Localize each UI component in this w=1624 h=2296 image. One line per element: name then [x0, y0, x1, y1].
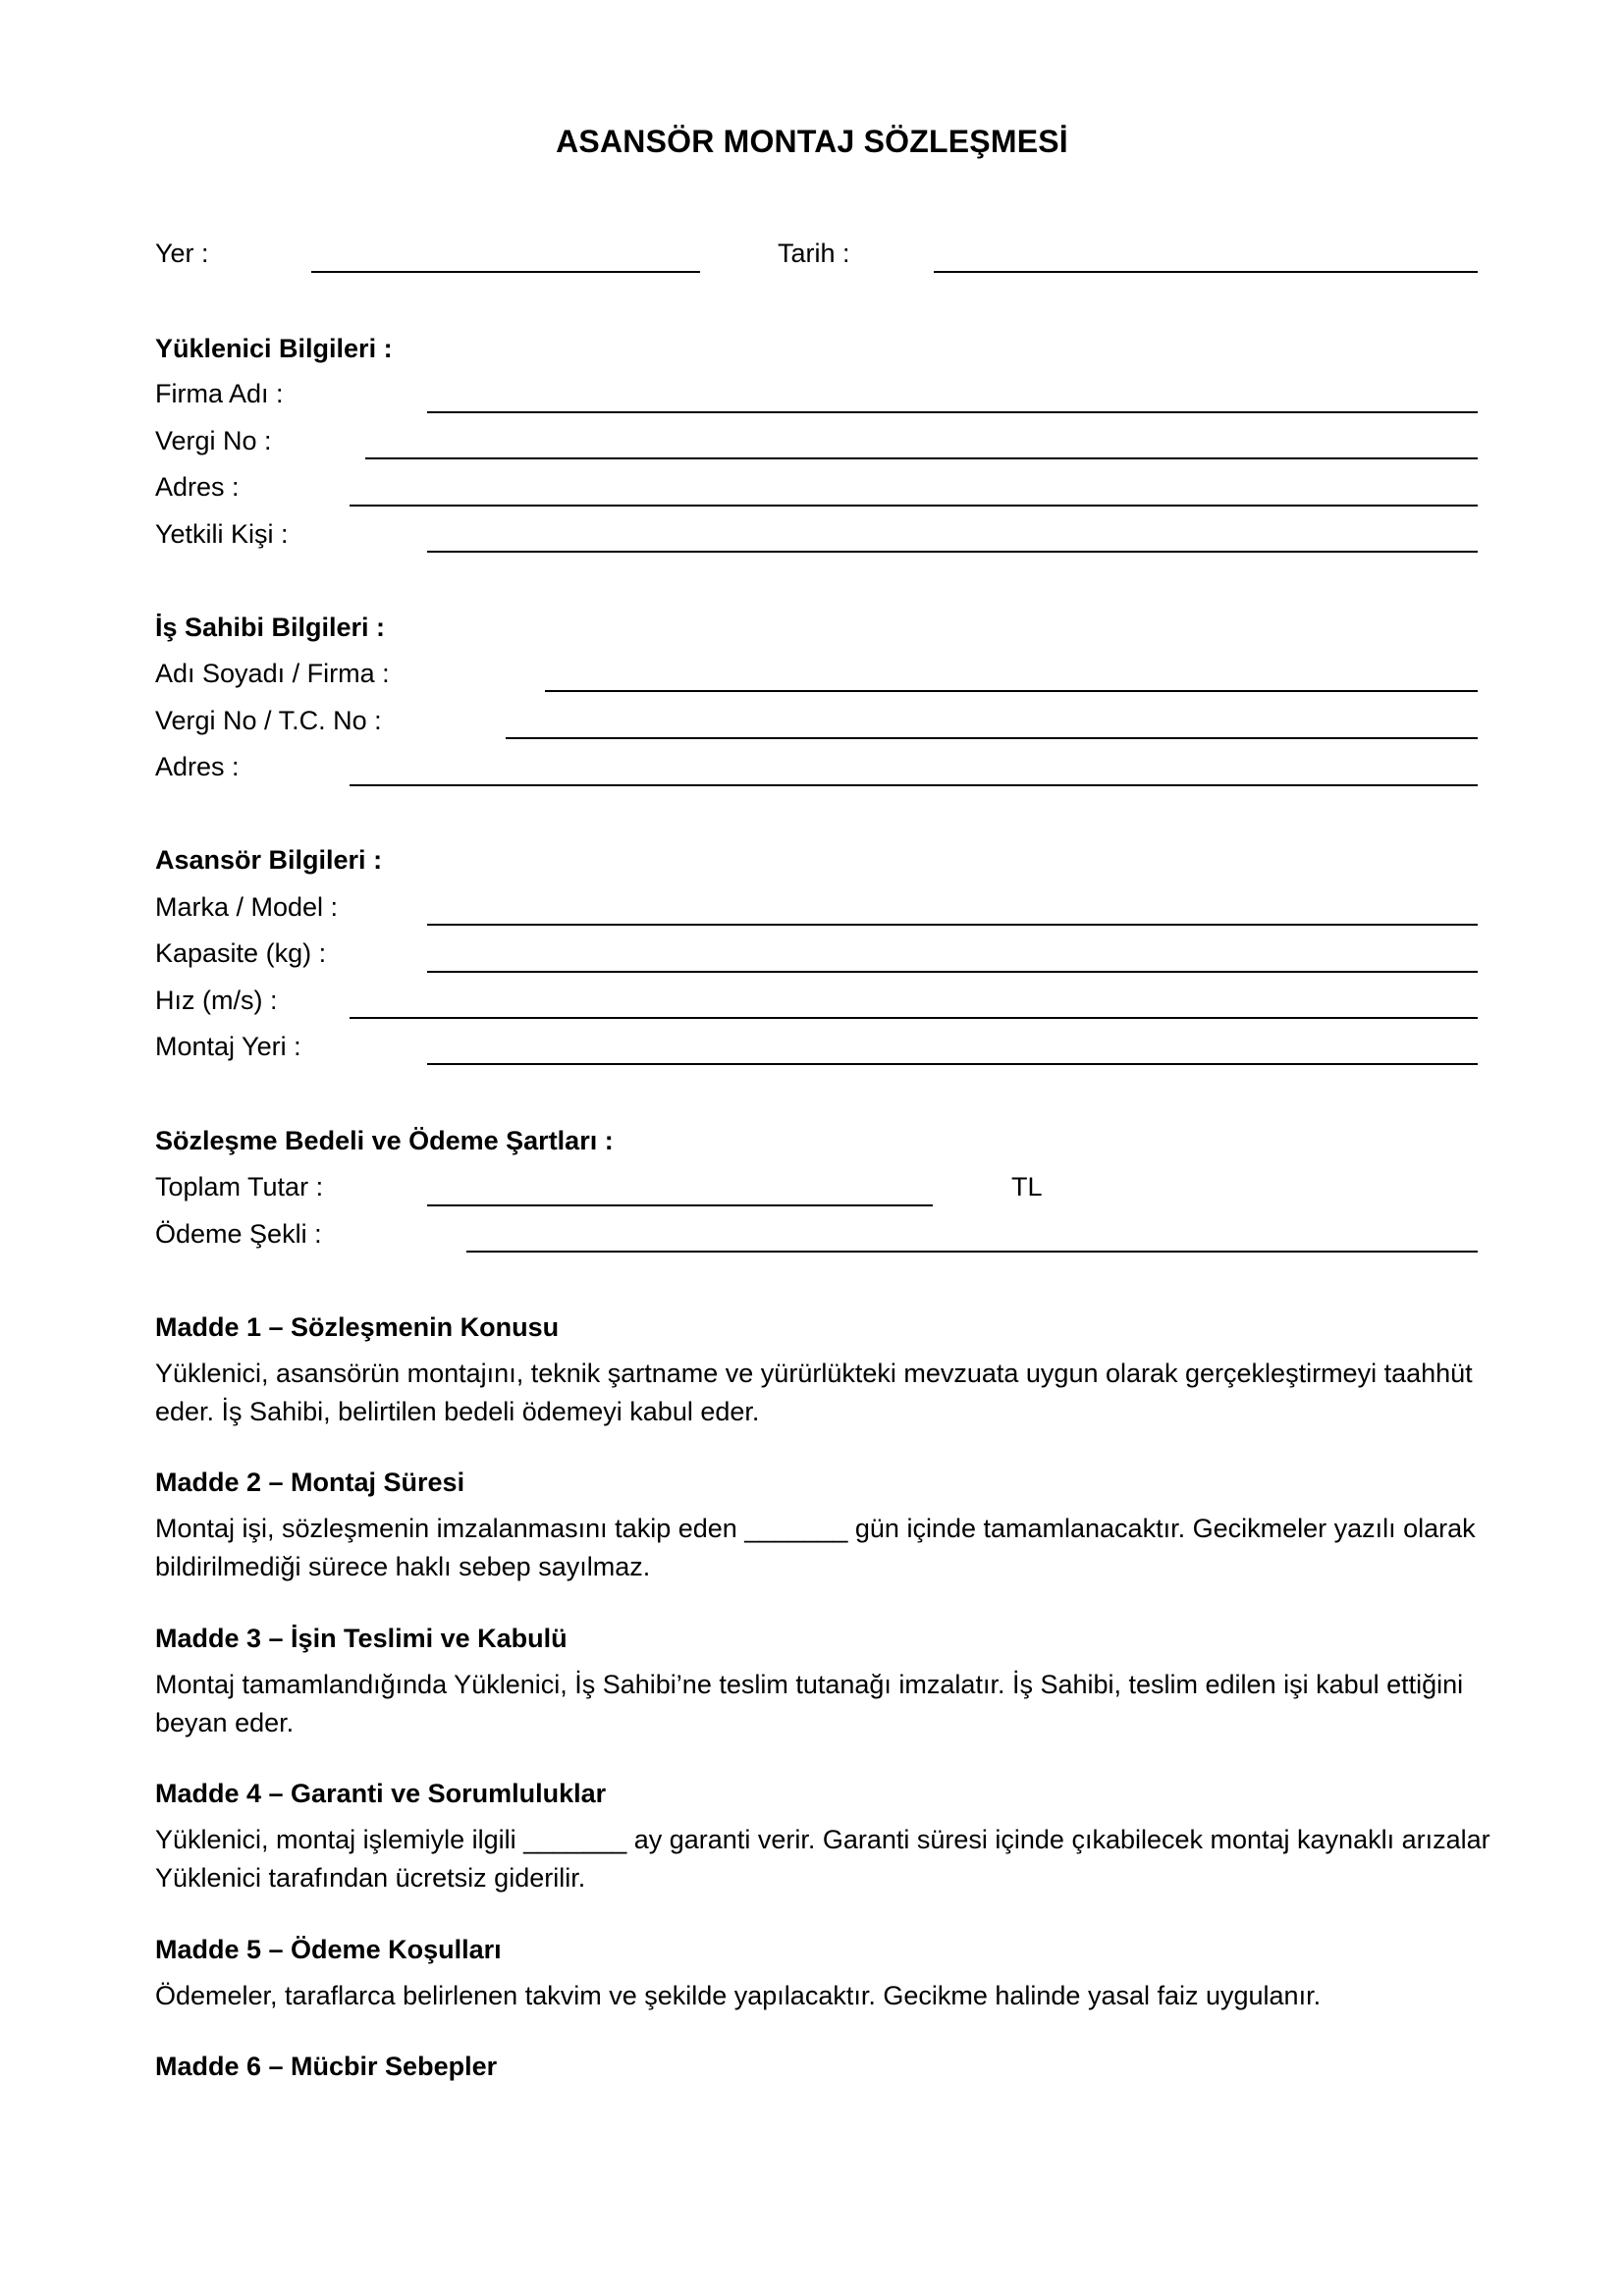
- madde-5-title: Madde 5 – Ödeme Koşulları: [155, 1935, 502, 1964]
- odeme-sekli-field[interactable]: [466, 1251, 1478, 1253]
- kapasite-label: Kapasite (kg) :: [155, 938, 327, 968]
- madde-3-text: Montaj tamamlandığında Yüklenici, İş Sahibi’ne teslim tutanağı imzalatır. İş Sahibi, teslim edilen işi kabul ettiğini beyan eder.: [155, 1670, 1464, 1737]
- madde-4-title: Madde 4 – Garanti ve Sorumluluklar: [155, 1779, 607, 1808]
- yer-field[interactable]: [311, 271, 700, 273]
- madde-3-title: Madde 3 – İşin Teslimi ve Kabulü: [155, 1624, 568, 1653]
- madde-2-title: Madde 2 – Montaj Süresi: [155, 1468, 465, 1497]
- toplam-tutar-field[interactable]: [427, 1204, 933, 1206]
- odeme-sekli-label: Ödeme Şekli :: [155, 1219, 322, 1249]
- marka-model-field[interactable]: [427, 924, 1478, 926]
- is-sahibi-heading: İş Sahibi Bilgileri :: [155, 613, 386, 642]
- firma-adi-field[interactable]: [427, 411, 1478, 413]
- asansor-heading: Asansör Bilgileri :: [155, 845, 383, 875]
- yetkili-kisi-field[interactable]: [427, 551, 1478, 553]
- montaj-yeri-label: Montaj Yeri :: [155, 1032, 301, 1061]
- firma-adi-label: Firma Adı :: [155, 379, 284, 408]
- vergi-tc-field[interactable]: [506, 737, 1478, 739]
- tarih-label: Tarih :: [778, 239, 850, 268]
- tarih-field[interactable]: [934, 271, 1478, 273]
- toplam-tutar-label: Toplam Tutar :: [155, 1172, 324, 1201]
- yer-label: Yer :: [155, 239, 209, 268]
- madde-1-title: Madde 1 – Sözleşmenin Konusu: [155, 1312, 560, 1342]
- yuklenici-vergi-no-field[interactable]: [365, 457, 1478, 459]
- vergi-tc-label: Vergi No / T.C. No :: [155, 706, 382, 735]
- montaj-yeri-field[interactable]: [427, 1063, 1478, 1065]
- madde-6-title: Madde 6 – Mücbir Sebepler: [155, 2052, 498, 2081]
- bedel-heading: Sözleşme Bedeli ve Ödeme Şartları :: [155, 1126, 614, 1155]
- kapasite-field[interactable]: [427, 971, 1478, 973]
- madde-4-text: Yüklenici, montaj işlemiyle ilgili _______ ay garanti verir. Garanti süresi içinde çıkabilecek montaj kaynaklı arızalar Yüklenici tarafından ücretsiz giderilir.: [155, 1825, 1490, 1893]
- yetkili-kisi-label: Yetkili Kişi :: [155, 519, 289, 549]
- is-sahibi-adres-field[interactable]: [350, 784, 1478, 786]
- yuklenici-adres-label: Adres :: [155, 472, 240, 502]
- is-sahibi-adres-label: Adres :: [155, 752, 240, 781]
- hiz-label: Hız (m/s) :: [155, 986, 278, 1015]
- currency-label: TL: [1011, 1172, 1043, 1201]
- madde-2-text: Montaj işi, sözleşmenin imzalanmasını takip eden _______ gün içinde tamamlanacaktır. Gecikmeler yazılı olarak bildirilmediği sürece haklı sebep sayılmaz.: [155, 1514, 1476, 1581]
- document-title: ASANSÖR MONTAJ SÖZLEŞMESİ: [556, 124, 1068, 159]
- adi-soyadi-field[interactable]: [545, 690, 1478, 692]
- madde-5-text: Ödemeler, taraflarca belirlenen takvim ve şekilde yapılacaktır. Gecikme halinde yasal faiz uygulanır.: [155, 1981, 1322, 2010]
- marka-model-label: Marka / Model :: [155, 892, 339, 922]
- yuklenici-adres-field[interactable]: [350, 505, 1478, 507]
- madde-1-text: Yüklenici, asansörün montajını, teknik şartname ve yürürlükteki mevzuata uygun olarak gerçekleştirmeyi taahhüt eder. İş Sahibi, belirtilen bedeli ödemeyi kabul eder.: [155, 1359, 1473, 1426]
- adi-soyadi-label: Adı Soyadı / Firma :: [155, 659, 390, 688]
- yuklenici-vergi-no-label: Vergi No :: [155, 426, 272, 455]
- hiz-field[interactable]: [350, 1017, 1478, 1019]
- yuklenici-heading: Yüklenici Bilgileri :: [155, 334, 393, 363]
